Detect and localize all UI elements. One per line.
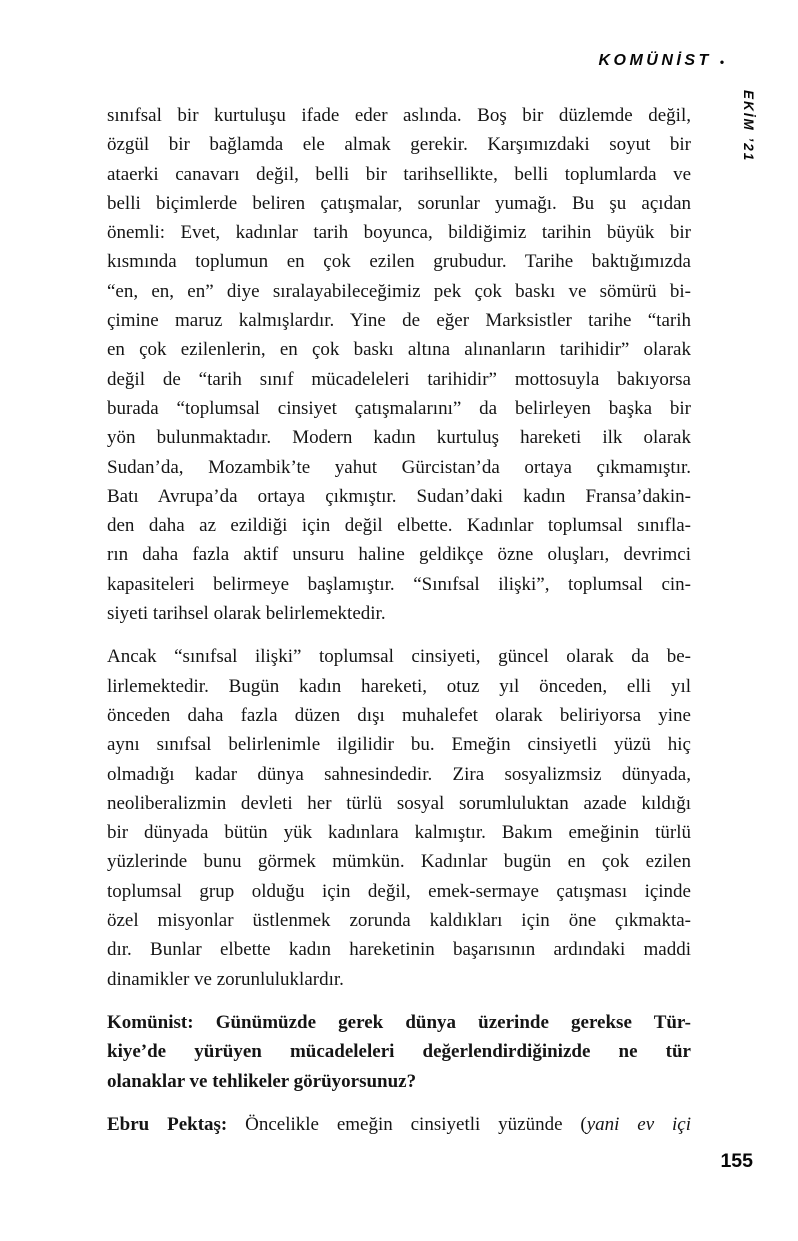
text-line: lirlemektedir. Bugün kadın hareketi, otuz yıl önceden, elli yıl — [107, 675, 691, 697]
text-line: kiye’de yürüyen mücadeleleri değerlendirdiğinizde ne tür — [107, 1041, 691, 1063]
text-line: kısmında toplumun en çok ezilen grubudur. Tarihe baktığımızda — [107, 251, 691, 273]
text-line: den daha az ezildiği için değil elbette. Kadınlar toplumsal sınıfla- — [107, 515, 691, 537]
text-line: aynı sınıfsal belirlenimle ilgilidir bu. Emeğin cinsiyetli yüzü hiç — [107, 734, 691, 756]
text-line: Ancak “sınıfsal ilişki” toplumsal cinsiyeti, güncel olarak da be- — [107, 646, 691, 668]
text-line: önemli: Evet, kadınlar tarih boyunca, bildiğimiz tarihin büyük bir — [107, 222, 691, 244]
bullet-icon: • — [719, 55, 724, 69]
text-segment: Ebru Pektaş: — [107, 1113, 228, 1135]
text-line: Sudan’da, Mozambik’te yahut Gürcistan’da ortaya çıkmamıştır. — [107, 456, 691, 478]
text-line: rın daha fazla aktif unsuru haline geldikçe özne oluşları, devrimci — [107, 544, 691, 566]
text-line: Komünist: Günümüzde gerek dünya üzerinde gerekse Tür- — [107, 1011, 691, 1033]
text-line: en çok ezilenlerin, en çok baskı altına alınanların tarihidir” olarak — [107, 339, 691, 361]
text-segment: Öncelikle emeğin cinsiyetli yüzünde ( — [227, 1113, 587, 1135]
text-line: değil de “tarih sınıf mücadeleleri tarihidir” mottosuyla bakıyorsa — [107, 368, 691, 390]
text-line: özel misyonlar üstlenmek zorunda kaldıkları için öne çıkmakta- — [107, 910, 691, 932]
page-number: 155 — [720, 1150, 753, 1172]
text-line: olmadığı kadar dünya sahnesindedir. Zira sosyalizmsiz dünyada, — [107, 763, 691, 785]
masthead — [598, 52, 724, 70]
paragraph — [107, 642, 691, 994]
body-text — [107, 101, 691, 1139]
text-line: belli biçimlerde beliren çatışmalar, sorunlar yumağı. Bu şu açıdan — [107, 192, 691, 214]
text-line: neoliberalizmin devleti her türlü sosyal sorumluluktan azade kıldığı — [107, 792, 691, 814]
paragraph — [107, 1110, 691, 1139]
text-line: bir dünyada bütün yük kadınlara kalmıştır. Bakım emeğinin türlü — [107, 822, 691, 844]
paragraph — [107, 101, 691, 628]
text-line — [107, 1110, 691, 1139]
magazine-title: KOMÜNİST — [598, 52, 712, 69]
issue-date-vertical: EKİM ’21 — [741, 90, 756, 163]
text-line: olanaklar ve tehlikeler görüyorsunuz? — [107, 1070, 417, 1092]
text-line: ataerki canavarı değil, belli bir tarihsellikte, belli toplumlarda ve — [107, 163, 691, 185]
text-line: özgül bir bağlamda ele almak gerekir. Karşımızdaki soyut bir — [107, 134, 691, 156]
text-line: çimine maruz kalmışlardır. Yine de eğer Marksistler tarihe “tarih — [107, 310, 691, 332]
text-line: Batı Avrupa’da ortaya çıkmıştır. Sudan’daki kadın Fransa’dakin- — [107, 485, 691, 507]
text-line: toplumsal grup olduğu için değil, emek-sermaye çatışması içinde — [107, 880, 691, 902]
text-line: dır. Bunlar elbette kadın hareketinin başarısının ardındaki maddi — [107, 939, 691, 961]
text-line: önceden daha fazla düzen dışı muhalefet olarak beliriyorsa yine — [107, 704, 691, 726]
text-line: burada “toplumsal cinsiyet çatışmalarını” da belirleyen başka bir — [107, 397, 691, 419]
text-line: dinamikler ve zorunluluklardır. — [107, 968, 344, 990]
paragraph — [107, 1008, 691, 1096]
text-line: “en, en, en” diye sıralayabileceğimiz pek çok baskı ve sömürü bi- — [107, 280, 691, 302]
text-line: kapasiteleri belirmeye başlamıştır. “Sınıfsal ilişki”, toplumsal cin- — [107, 573, 691, 595]
text-line: yön bulunmaktadır. Modern kadın kurtuluş hareketi ilk olarak — [107, 427, 691, 449]
text-line: yüzlerinde bunu görmek mümkün. Kadınlar bugün en çok ezilen — [107, 851, 691, 873]
text-segment: yani ev içi — [586, 1113, 691, 1135]
text-line: siyeti tarihsel olarak belirlemektedir. — [107, 603, 386, 625]
text-line: sınıfsal bir kurtuluşu ifade eder aslında. Boş bir düzlemde değil, — [107, 105, 691, 126]
